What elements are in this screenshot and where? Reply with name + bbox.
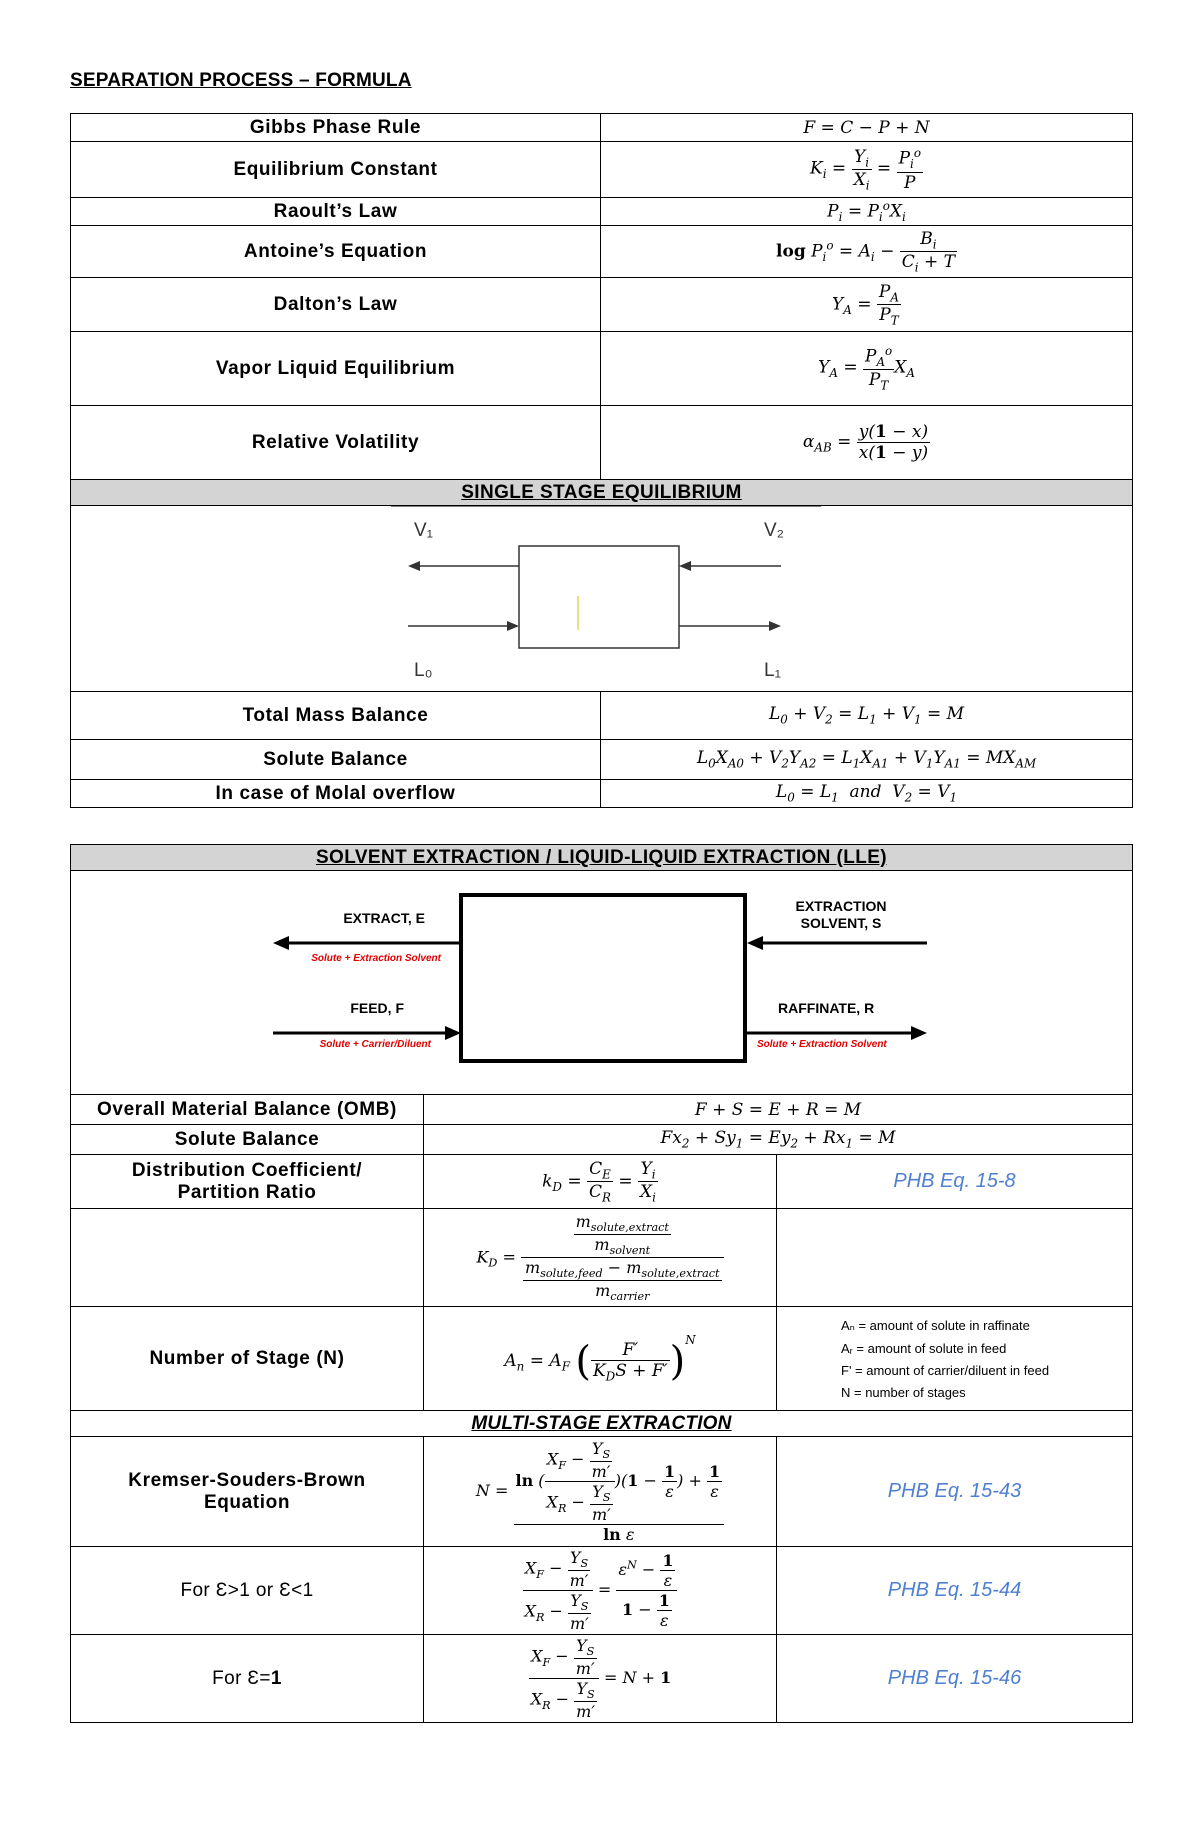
single-stage-diagram [71,506,1131,686]
formula-omb: F + S = E + R = M [424,1095,1133,1125]
formula-total-mass-balance: $L_0 + V_2 = L_1 + V_1 = M$ [601,692,1133,740]
label-extract-sub: Solute + Extraction Solvent [311,953,441,964]
label-solvent-1: EXTRACTION [795,898,887,914]
label-solvent-2: SOLVENT, S [800,915,882,931]
row-label-solute: Solute Balance [71,1125,424,1155]
eps-eq-1-prefix: For Ɛ= [212,1667,271,1689]
distribution-line-2: Partition Ratio [177,1181,317,1203]
formula-eps-ne-1: $X_F$ − $\frac{Y_S}{m'}$ $X_R$ − $\frac{Y_S}{m'}$ = $\varepsilon^N$ − $\frac{1}{\varepsilon}$ 1 − $\frac{1}{\varepsilon}$ [424,1547,777,1635]
formula-kd-small: $k_D$ = $\frac{C_E}{C_R}$ = $\frac{Y_i}{X_i}$ [424,1155,777,1209]
row-label-stages: Number of Stage (N) [71,1307,424,1411]
section-header-single-stage: SINGLE STAGE EQUILIBRIUM [71,480,1133,506]
label-v2: V₂ [764,520,785,541]
row-label-eps-ne-1: For Ɛ>1 or Ɛ<1 [71,1547,424,1635]
extractor-box [461,895,745,1061]
row-label: Solute Balance [71,740,601,780]
lle-diagram-cell [71,871,1133,1095]
note-fprime: F' = amount of carrier/diluent in feed [841,1362,1050,1378]
empty-cell [777,1209,1133,1307]
label-feed: FEED, F [350,1000,404,1016]
ref-15-43: PHB Eq. 15-43 [777,1437,1133,1547]
formula-eps-eq-1: $X_F$ − $\frac{Y_S}{m'}$ $X_R$ − $\frac{Y_S}{m'}$ = N + 1 [424,1635,777,1723]
note-af: Aᵣ = amount of solute in feed [841,1340,1007,1356]
stage-notes [777,1307,1133,1411]
row-label: In case of Molal overflow [71,780,601,808]
row-label-eps-eq-1 [71,1635,424,1723]
arrow-solvent [747,936,763,950]
row-label: Antoine’s Equation [71,226,601,278]
formula-raoult: $P_i = P_i^oX_i$ [601,198,1133,226]
distribution-line-1: Distribution Coefficient/ [131,1159,363,1181]
formula-table-2 [70,844,1133,1723]
row-label: Raoult’s Law [71,198,601,226]
formula-molal-overflow: $L_0 = L_1$ and $V_2 = V_1$ [601,780,1133,808]
row-label-omb: Overall Material Balance (OMB) [71,1095,424,1125]
note-an: Aₙ = amount of solute in raffinate [841,1317,1030,1333]
formula-dalton: $Y_A$ = $\frac{P_A}{P_T}$ [601,278,1133,332]
row-label: Vapor Liquid Equilibrium [71,332,601,406]
formula-table-1 [70,113,1133,808]
row-label: Dalton’s Law [71,278,601,332]
arrow-l1 [769,621,781,631]
formula-vle: $Y_A$ = $\frac{P_A^o}{P_T}$ $X_A$ [601,332,1133,406]
arrow-feed [445,1026,461,1040]
formula-gibbs: F = C − P + N [601,114,1133,142]
formula-kd-large: $K_D$ = $\frac{\frac{m_{solute,extract}}{m_{solvent}}}{\frac{m_{solute,feed} - m_{solute,extract}}{m_{carrier}}}$ [424,1209,777,1307]
ref-15-8: PHB Eq. 15-8 [777,1155,1133,1209]
section-header-multi-stage: MULTI-STAGE EXTRACTION [71,1411,1133,1437]
page-title: SEPARATION PROCESS – FORMULA [70,70,412,91]
formula-relative-volatility: $\alpha_{AB}$ = $\frac{y(1 - x)}{x(1 - y)}$ [601,406,1133,480]
row-label: Total Mass Balance [71,692,601,740]
label-raffinate-sub: Solute + Extraction Solvent [757,1039,887,1050]
row-label: Relative Volatility [71,406,601,480]
row-label: Gibbs Phase Rule [71,114,601,142]
stage-box [519,546,679,648]
label-l0: L₀ [414,660,433,681]
formula-kremser: N = ln ( $X_F$ − $\frac{Y_S}{m'}$ $X_R$ − $\frac{Y_S}{m'}$ )(1 − $\frac{1}{\varepsilon}$ ) + $\frac{1}{\varepsilon}$ ln ε [424,1437,777,1547]
arrow-l0 [507,621,519,631]
ref-15-46: PHB Eq. 15-46 [777,1635,1133,1723]
label-feed-sub: Solute + Carrier/Diluent [319,1039,431,1050]
arrow-extract [273,936,289,950]
empty-cell [71,1209,424,1307]
note-n: N = number of stages [841,1384,966,1400]
label-l1: L₁ [764,660,781,681]
formula-antoine: $\log P_i^o = A_i$ − $\frac{B_i}{C_i + T}$ [601,226,1133,278]
single-stage-diagram-cell [71,506,1133,692]
label-extract: EXTRACT, E [343,910,425,926]
label-v1: V₁ [414,520,434,541]
row-label-distribution [71,1155,424,1209]
arrow-v2 [679,561,691,571]
formula-solute-balance-1: $L_0X_{A0} + V_2Y_{A2} = L_1X_{A1} + V_1Y_{A1} = MX_{AM}$ [601,740,1133,780]
row-label-kremser [71,1437,424,1547]
section-header-lle: SOLVENT EXTRACTION / LIQUID-LIQUID EXTRACTION (LLE) [71,845,1133,871]
ref-15-44: PHB Eq. 15-44 [777,1547,1133,1635]
kremser-line-1: Kremser-Souders-Brown [128,1469,366,1491]
formula-number-of-stages: $A_n = A_F$ ( $\frac{F'}{K_DS + F'}$ )$^N$ [424,1307,777,1411]
eps-eq-1-value: 1 [270,1667,282,1689]
row-label: Equilibrium Constant [71,142,601,198]
label-raffinate: RAFFINATE, R [778,1000,875,1016]
formula-lle-solute: $Fx_2 + Sy_1 = Ey_2 + Rx_1 = M$ [424,1125,1133,1155]
arrow-raffinate [911,1026,927,1040]
lle-diagram [71,871,1131,1089]
formula-equilibrium-constant: $K_i$ = $\frac{Y_i}{X_i}$ = $\frac{P_i^o}{P}$ [601,142,1133,198]
arrow-v1 [408,561,420,571]
kremser-line-2: Equation [203,1491,291,1513]
